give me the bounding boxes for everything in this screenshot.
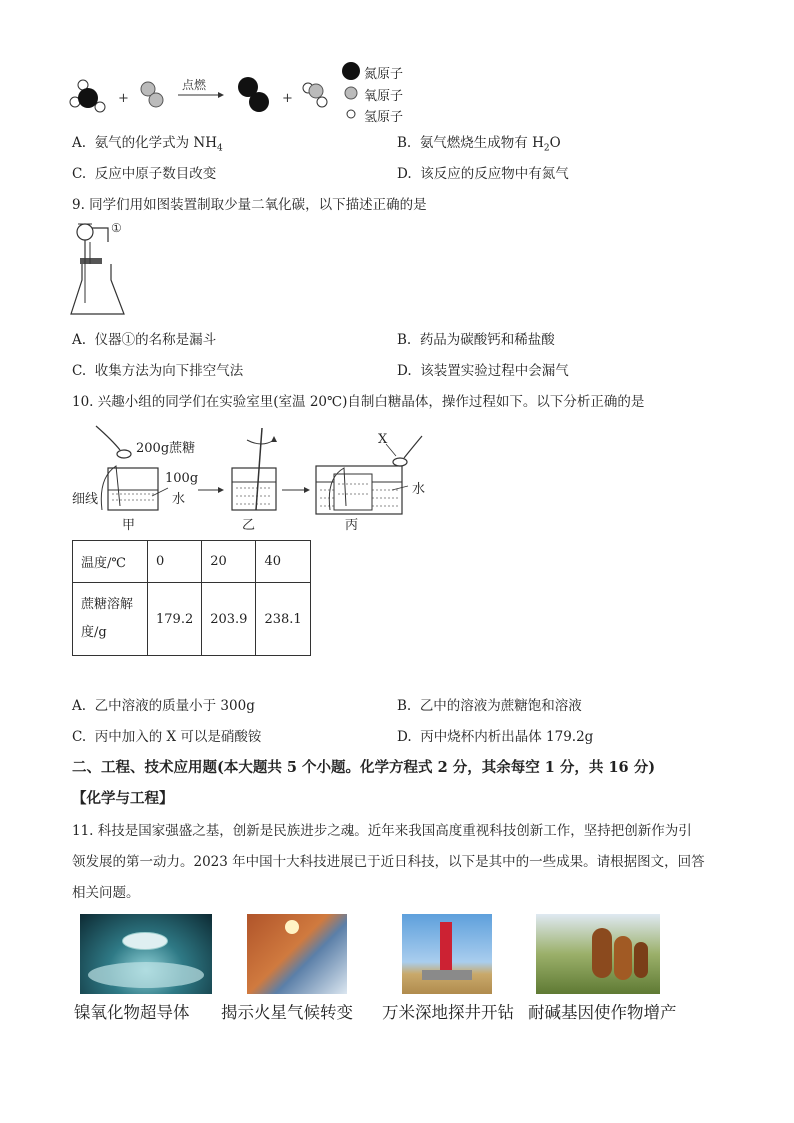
nitrogen-atom-icon xyxy=(78,88,98,108)
table-row xyxy=(73,541,311,583)
q11-line-1: 11. 科技是国家强盛之基，创新是民族进步之魂。近年来我国高度重视科技创新工作，坚持把创新作为引 xyxy=(72,823,692,839)
section-subtitle: 【化学与工程】 xyxy=(72,790,174,807)
legend-label-hydrogen: 氢原子 xyxy=(364,110,404,125)
label-x: X xyxy=(378,432,388,447)
table-row xyxy=(73,583,311,656)
label-water: 水 xyxy=(172,492,186,507)
legend-label-nitrogen: 氮原子 xyxy=(364,67,404,82)
oxygen-atom-icon xyxy=(149,93,163,107)
caption-mars-climate: 揭示火星气候转变 xyxy=(221,1003,353,1022)
table-cell: 20 xyxy=(202,541,256,583)
q8-option-a[interactable]: A. 氨气的化学式为 $NH_4$ xyxy=(72,135,223,154)
mars-climate-image xyxy=(247,914,347,994)
superconductor-image xyxy=(80,914,212,994)
table-cell: 蔗糖溶解 度/g xyxy=(73,583,148,656)
hydrogen-atom-icon xyxy=(95,102,105,112)
q10-option-b[interactable]: B. 乙中的溶液为蔗糖饱和溶液 xyxy=(397,698,582,714)
label-sugar: 200g蔗糖 xyxy=(136,441,196,456)
table-cell: 温度/℃ xyxy=(73,541,148,583)
oxygen-atom-icon xyxy=(309,84,323,98)
table-cell: 203.9 xyxy=(202,583,256,656)
q10-option-d[interactable]: D. 丙中烧杯内析出晶体 179.2g xyxy=(397,729,594,745)
plus-sign: + xyxy=(282,91,293,106)
table-cell: 238.1 xyxy=(256,583,310,656)
label-jia: 甲 xyxy=(122,518,136,533)
label-thread: 细线 xyxy=(72,492,99,507)
legend-label-oxygen: 氧原子 xyxy=(364,89,404,104)
hydrogen-atom-icon xyxy=(317,97,327,107)
label-bing: 丙 xyxy=(345,518,359,533)
q9-option-a[interactable]: A. 仪器①的名称是漏斗 xyxy=(72,332,217,348)
q11-line-2: 领发展的第一动力。2023 年中国十大科技进展已于近日科技，以下是其中的一些成果。请根据图文，回答 xyxy=(72,854,705,870)
co2-apparatus-diagram xyxy=(68,218,138,318)
table-cell: 179.2 xyxy=(148,583,202,656)
label-water-amount: 100g xyxy=(165,471,199,486)
legend-nitrogen-icon xyxy=(342,62,360,80)
label-water-2: 水 xyxy=(412,482,426,497)
solubility-table xyxy=(72,540,311,656)
q8-option-c[interactable]: C. 反应中原子数目改变 xyxy=(72,166,217,182)
reaction-condition: 点燃 xyxy=(182,78,207,92)
q10-option-a[interactable]: A. 乙中溶液的质量小于 300g xyxy=(72,698,255,714)
deep-well-image xyxy=(402,914,492,994)
apparatus-label: ① xyxy=(111,221,122,235)
legend-hydrogen-icon xyxy=(347,110,355,118)
q9-option-c[interactable]: C. 收集方法为向下排空气法 xyxy=(72,363,244,379)
q9-stem: 9. 同学们用如图装置制取少量二氧化碳，以下描述正确的是 xyxy=(72,197,427,213)
q9-option-b[interactable]: B. 药品为碳酸钙和稀盐酸 xyxy=(397,332,555,348)
table-cell: 0 xyxy=(148,541,202,583)
caption-superconductor: 镍氧化物超导体 xyxy=(74,1003,190,1022)
caption-deep-well: 万米深地探井开钻 xyxy=(382,1003,514,1022)
plus-sign: + xyxy=(118,91,129,106)
legend-oxygen-icon xyxy=(345,87,357,99)
nitrogen-atom-icon xyxy=(249,92,269,112)
q9-option-d[interactable]: D. 该装置实验过程中会漏气 xyxy=(397,363,569,379)
funnel-bulb-icon xyxy=(77,224,93,240)
q11-line-3: 相关问题。 xyxy=(72,885,140,901)
section-title: 二、工程、技术应用题(本大题共 5 个小题。化学方程式 2 分，其余每空 1 分，共 16 分) xyxy=(72,759,656,776)
q10-stem: 10. 兴趣小组的同学们在实验室里(室温 20℃)自制白糖晶体，操作过程如下。以下分析正确的是 xyxy=(72,394,645,410)
table-cell: 40 xyxy=(256,541,310,583)
q8-option-b[interactable]: B. 氨气燃烧生成物有 $H_2O$ xyxy=(397,135,561,154)
q8-option-d[interactable]: D. 该反应的反应物中有氮气 xyxy=(397,166,569,182)
label-yi: 乙 xyxy=(242,518,256,533)
caption-crop: 耐碱基因使作物增产 xyxy=(528,1003,677,1022)
q10-option-c[interactable]: C. 丙中加入的 X 可以是硝酸铵 xyxy=(72,729,262,745)
crop-image xyxy=(536,914,660,994)
